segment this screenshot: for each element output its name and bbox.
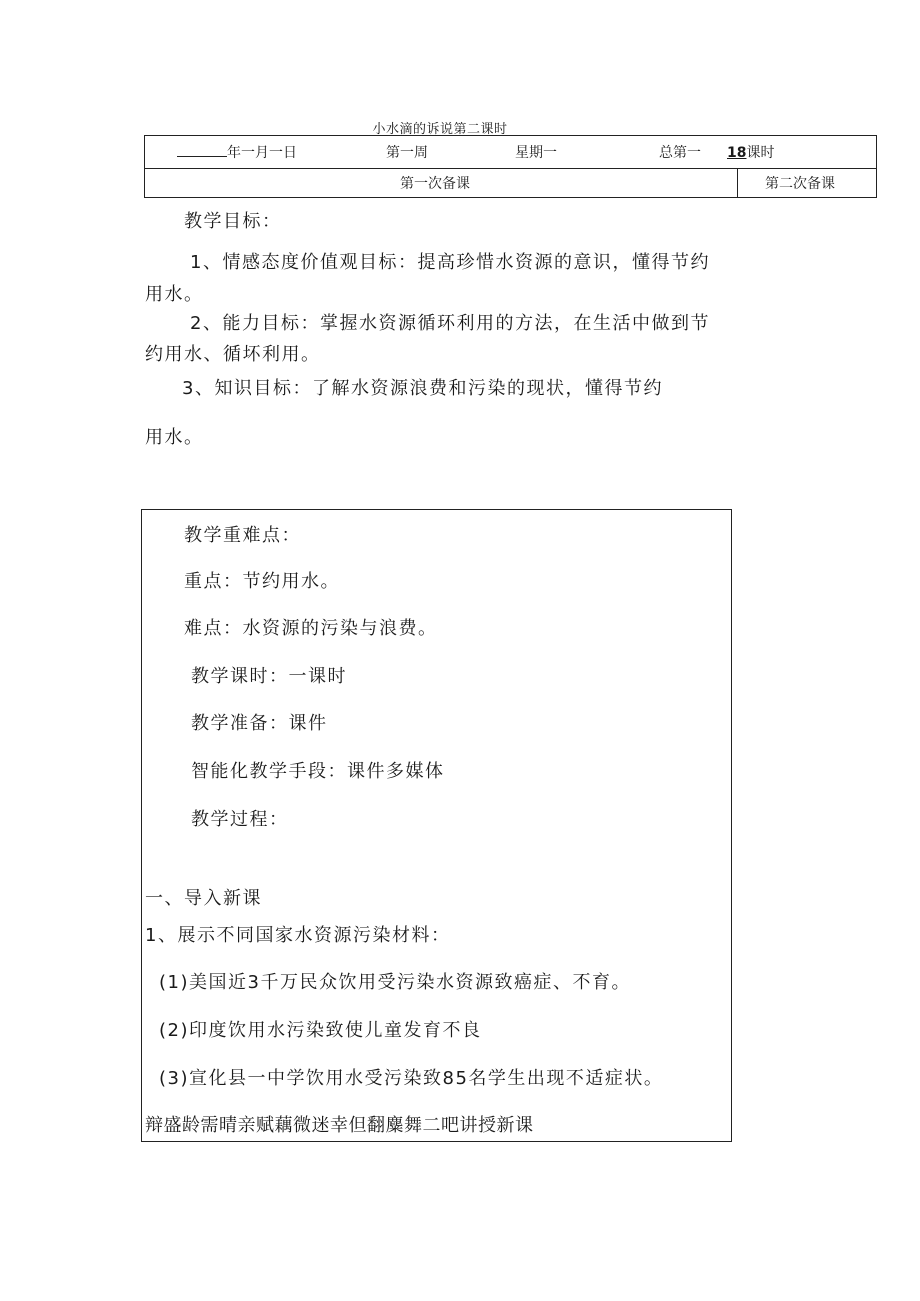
teaching-content-box [141,509,732,1142]
document-title: 小水滴的诉说第二课时 [372,122,508,137]
first-prep-label: 第一次备课 [400,176,470,192]
date-label: 年一月一日 [227,145,297,161]
section-1-heading: 一、导入新课 [145,888,262,909]
material-1: (1)美国近3千万民众饮用受污染水资源致癌症、不育。 [159,972,631,993]
lesson-header-table [144,135,877,198]
objective-3-line2: 用水。 [145,427,204,448]
teaching-means: 智能化教学手段：课件多媒体 [191,761,445,782]
key-point: 重点：节约用水。 [184,571,340,592]
header-row-prep [145,169,876,197]
teaching-process: 教学过程： [191,809,289,830]
lesson-number: 18 [727,145,747,161]
objective-1-line1: 1、情感态度价值观目标：提高珍惜水资源的意识，懂得节约 [190,252,710,273]
step-1: 1、展示不同国家水资源污染材料： [145,925,451,946]
class-hours: 教学课时：一课时 [191,666,347,687]
week-label: 第一周 [386,145,428,161]
material-3: (3)宣化县一中学饮用水受污染致85名学生出现不适症状。 [159,1068,664,1089]
lesson-suffix: 课时 [746,145,775,161]
total-lesson-cell [659,142,774,162]
second-prep-label: 第二次备课 [765,176,835,192]
objectives-heading: 教学目标： [184,211,282,232]
date-cell [177,142,297,162]
objective-2-line2: 约用水、循坏利用。 [145,344,321,365]
objective-1-line2: 用水。 [145,284,204,305]
material-2: (2)印度饮用水污染致使儿童发育不良 [159,1020,482,1041]
header-row-date [145,136,876,169]
date-blank [177,144,227,157]
prep-divider [737,169,738,197]
difficulty-heading: 教学重难点： [184,525,301,546]
garbled-line: 辩盛龄需晴亲赋藕微迷幸但翻麋舞二吧讲授新课 [145,1115,534,1136]
weekday-label: 星期一 [515,145,557,161]
objective-3-line1: 3、知识目标：了解水资源浪费和污染的现状，懂得节约 [182,378,663,399]
difficult-point: 难点：水资源的污染与浪费。 [184,618,438,639]
objective-2-line1: 2、能力目标：掌握水资源循环利用的方法，在生活中做到节 [190,313,710,334]
preparation: 教学准备：课件 [191,713,328,734]
total-prefix: 总第一 [659,145,701,161]
